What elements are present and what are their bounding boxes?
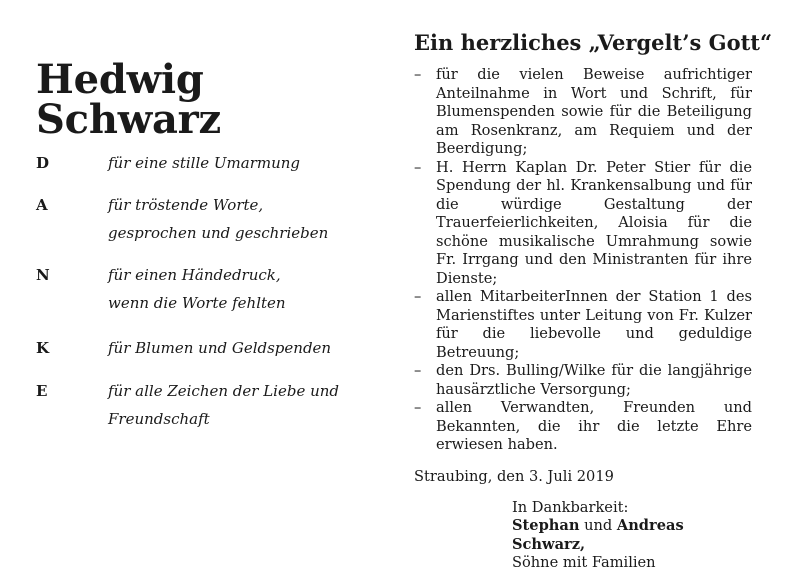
dank-text: gesprochen und geschrieben (108, 224, 329, 242)
right-column (414, 30, 773, 573)
dank-text: für eine stille Umarmung (108, 154, 301, 172)
signature-conjunction: und (584, 517, 613, 534)
dank-text: für Blumen und Geldspenden (108, 339, 332, 357)
thanks-item: – H. Herrn Kaplan Dr. Peter Stier für die Spendung der hl. Krankensalbung und für die würdige Gestaltung der Trauerfeierlichkeiten, Aloisia für die schöne musikalische Umrahmung sowie Fr. Irrgang und den Ministranten für ihre Dienste; (414, 158, 752, 287)
dash-bullet-icon: – (414, 399, 422, 416)
signature-intro: In Dankbarkeit: (512, 498, 629, 516)
dank-letter: E (36, 382, 48, 400)
thanks-item: – allen MitarbeiterInnen der Station 1 des Marienstiftes unter Leitung von Fr. Kulzer für die liebevolle und geduldige Betreuung; (414, 288, 752, 361)
dank-text: wenn die Worte fehlten (108, 294, 286, 312)
dash-bullet-icon: – (414, 362, 422, 379)
place-date: Straubing, den 3. Juli 2019 (414, 467, 614, 485)
thanks-list (414, 66, 752, 455)
dank-letter: N (36, 266, 50, 284)
deceased-name: Hedwig Schwarz (36, 56, 222, 143)
dank-text: Freundschaft (108, 410, 210, 428)
dash-bullet-icon: – (414, 66, 422, 83)
signature-block (512, 499, 752, 573)
thanks-heading: Ein herzliches „Vergelt’s Gott“ (414, 30, 773, 55)
left-column (36, 56, 396, 143)
thanks-item: – den Drs. Bulling/Wilke für die langjährige hausärztliche Versorgung; (414, 362, 752, 398)
dank-text: für alle Zeichen der Liebe und (108, 382, 340, 400)
thanks-item: – für die vielen Beweise aufrichtiger Anteilnahme in Wort und Schrift, für Blumenspenden sowie für die Beteiligung am Rosenkranz, am Requiem und der Beerdigung; (414, 66, 752, 157)
signature-name-2: Andreas Schwarz, (512, 517, 684, 553)
dash-bullet-icon: – (414, 158, 422, 176)
dank-letter: K (36, 339, 50, 357)
dash-bullet-icon: – (414, 288, 422, 305)
thanks-item: – allen Verwandten, Freunden und Bekannten, die ihr die letzte Ehre erwiesen haben. (414, 399, 752, 453)
signature-family: Söhne mit Familien (512, 554, 656, 571)
signature-names (512, 517, 752, 554)
signature-name-1: Stephan (512, 517, 580, 534)
dank-text: für einen Händedruck, (108, 266, 281, 284)
dank-text: für tröstende Worte, (108, 196, 264, 214)
dank-letter: D (36, 154, 50, 172)
dank-letter: A (36, 196, 48, 214)
